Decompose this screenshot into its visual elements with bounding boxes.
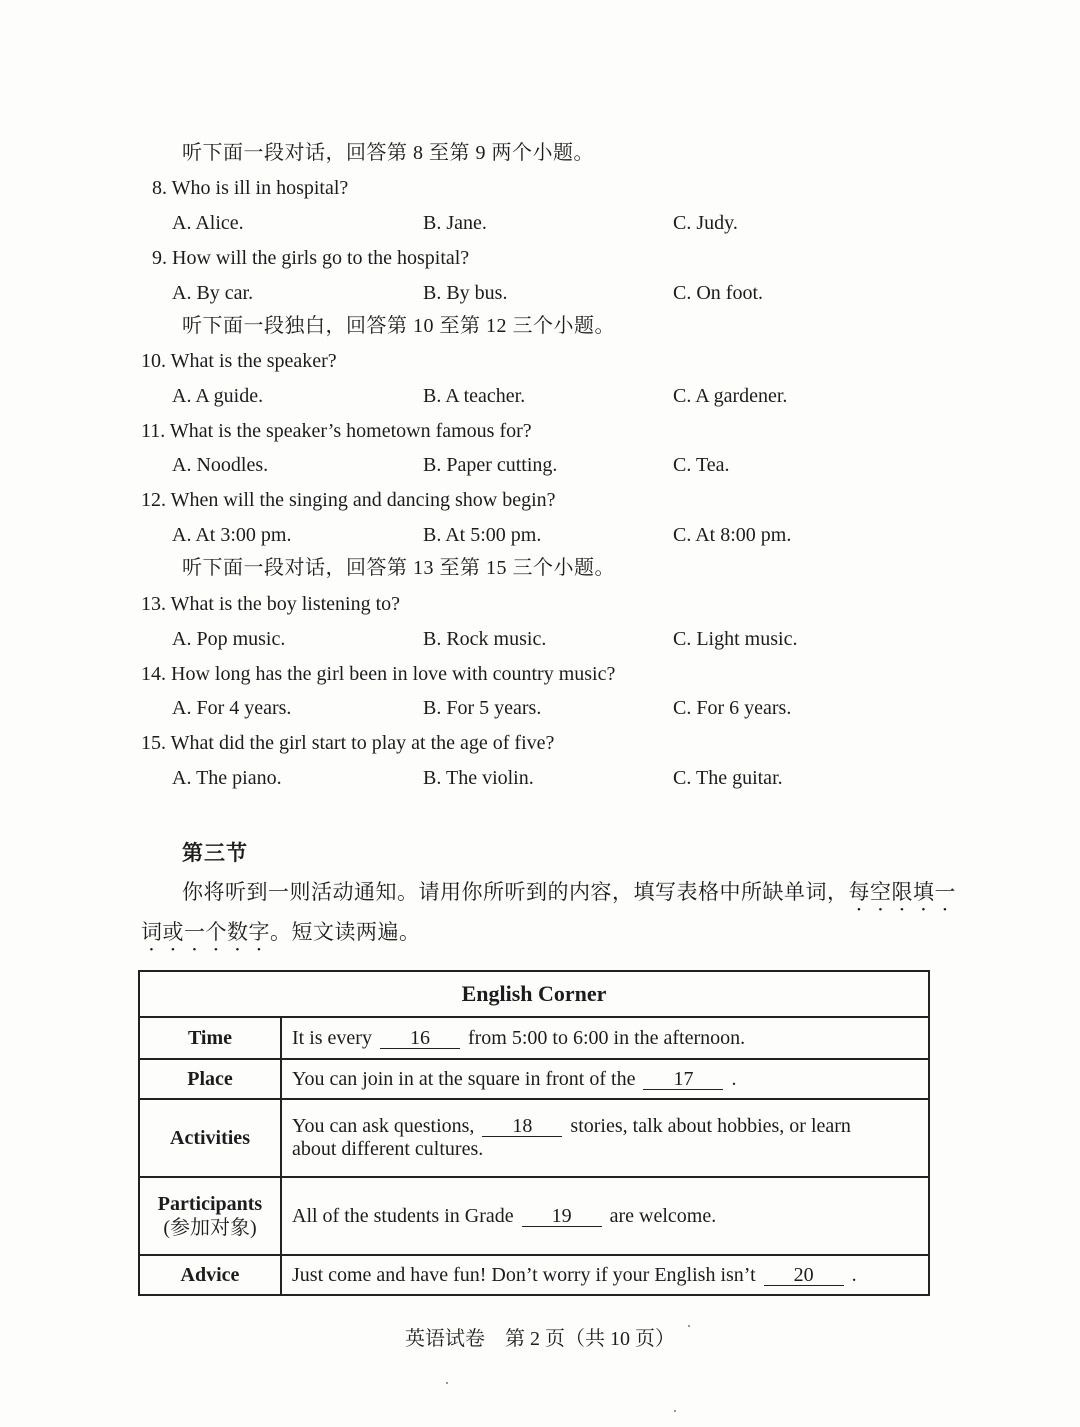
option-15c: C. The guitar. — [673, 767, 783, 789]
question-15: 15. What did the girl start to play at the age of five? — [141, 732, 555, 754]
table-row-advice — [139, 1255, 929, 1295]
option-14b: B. For 5 years. — [423, 697, 542, 719]
blank-19: 19 — [522, 1206, 602, 1227]
table-row-activities — [139, 1099, 929, 1177]
table-row-time — [139, 1017, 929, 1059]
activities-pre: You can ask questions, — [292, 1115, 475, 1137]
content-participants — [281, 1177, 929, 1255]
content-time — [281, 1017, 929, 1059]
option-8b: B. Jane. — [423, 212, 487, 234]
intro-text-2: 。短文读两遍。 — [270, 920, 421, 944]
question-13: 13. What is the boy listening to? — [141, 593, 401, 615]
option-12a: A. At 3:00 pm. — [172, 524, 292, 546]
option-13c: C. Light music. — [673, 628, 798, 650]
option-8c: C. Judy. — [673, 212, 738, 234]
blank-16: 16 — [380, 1028, 460, 1049]
instruction-8-9: 听下面一段对话，回答第 8 至第 9 两个小题。 — [182, 142, 594, 164]
option-8a: A. Alice. — [172, 212, 244, 234]
label-activities: Activities — [139, 1099, 281, 1177]
scan-speck — [674, 1410, 676, 1412]
option-14a: A. For 4 years. — [172, 697, 292, 719]
english-corner-table — [138, 970, 930, 1296]
option-9a: A. By car. — [172, 282, 254, 304]
intro-text-1: 你将听到一则活动通知。请用你所听到的内容，填写表格中所缺单词， — [182, 880, 849, 904]
page-footer: 英语试卷 第 2 页（共 10 页） — [405, 1328, 675, 1350]
question-11: 11. What is the speaker’s hometown famous for? — [141, 420, 532, 442]
option-10a: A. A guide. — [172, 385, 264, 407]
option-11a: A. Noodles. — [172, 454, 269, 476]
content-advice — [281, 1255, 929, 1295]
question-9: 9. How will the girls go to the hospital? — [152, 247, 470, 269]
blank-17: 17 — [643, 1069, 723, 1090]
option-10c: C. A gardener. — [673, 385, 788, 407]
advice-pre: Just come and have fun! Don’t worry if your English isn’t — [292, 1263, 756, 1286]
content-activities — [281, 1099, 929, 1177]
intro-emphasis-2: 词或一个数字 — [141, 920, 270, 944]
instruction-10-12: 听下面一段独白，回答第 10 至第 12 三个小题。 — [182, 315, 615, 337]
content-place — [281, 1059, 929, 1099]
table-title: English Corner — [139, 971, 929, 1017]
option-12b: B. At 5:00 pm. — [423, 524, 542, 546]
option-13a: A. Pop music. — [172, 628, 286, 650]
option-12c: C. At 8:00 pm. — [673, 524, 792, 546]
table-row-participants — [139, 1177, 929, 1255]
participants-label-cn: (参加对象) — [163, 1217, 257, 1239]
option-9c: C. On foot. — [673, 282, 763, 304]
time-post: from 5:00 to 6:00 in the afternoon. — [467, 1026, 746, 1049]
participants-label: Participants — [157, 1193, 263, 1215]
table-title-row — [139, 971, 929, 1017]
label-place: Place — [139, 1059, 281, 1099]
place-pre: You can join in at the square in front of the — [292, 1067, 636, 1090]
participants-post: are welcome. — [609, 1204, 717, 1227]
option-13b: B. Rock music. — [423, 628, 547, 650]
option-11b: B. Paper cutting. — [423, 454, 558, 476]
section-3-intro-line2 — [141, 919, 421, 956]
activities-post: stories, talk about hobbies, or learn — [570, 1115, 851, 1137]
option-15b: B. The violin. — [423, 767, 534, 789]
question-8: 8. Who is ill in hospital? — [152, 177, 349, 199]
activities-line2: about different cultures. — [292, 1138, 484, 1160]
section-3-title: 第三节 — [182, 841, 248, 865]
label-time: Time — [139, 1017, 281, 1059]
blank-18: 18 — [482, 1116, 562, 1137]
question-12: 12. When will the singing and dancing show begin? — [141, 489, 556, 511]
table-row-place — [139, 1059, 929, 1099]
scan-speck — [688, 1325, 690, 1327]
question-10: 10. What is the speaker? — [141, 350, 337, 372]
scan-speck — [446, 1382, 448, 1384]
blank-20: 20 — [764, 1265, 844, 1286]
participants-pre: All of the students in Grade — [292, 1204, 514, 1227]
option-10b: B. A teacher. — [423, 385, 526, 407]
label-advice: Advice — [139, 1255, 281, 1295]
question-14: 14. How long has the girl been in love with country music? — [141, 663, 616, 685]
place-post: . — [731, 1067, 737, 1090]
section-3-intro-line1 — [182, 879, 956, 916]
option-9b: B. By bus. — [423, 282, 508, 304]
label-participants — [139, 1177, 281, 1255]
option-15a: A. The piano. — [172, 767, 282, 789]
option-14c: C. For 6 years. — [673, 697, 792, 719]
instruction-13-15: 听下面一段对话，回答第 13 至第 15 三个小题。 — [182, 557, 615, 579]
intro-emphasis-1: 每空限填一 — [848, 880, 956, 904]
option-11c: C. Tea. — [673, 454, 730, 476]
advice-post: . — [851, 1263, 857, 1286]
time-pre: It is every — [292, 1026, 372, 1049]
